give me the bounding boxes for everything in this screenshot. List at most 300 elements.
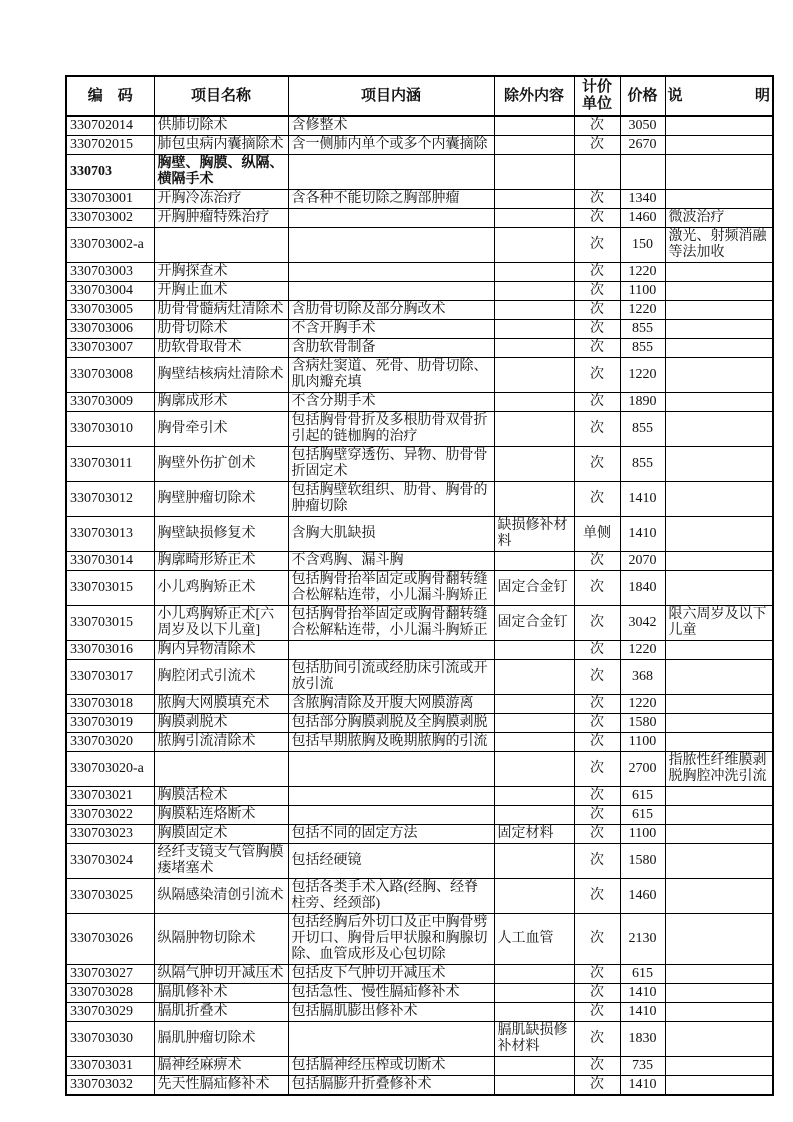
cell-name: 胸腔闭式引流术 xyxy=(154,660,288,695)
cell-unit: 次 xyxy=(574,752,620,787)
cell-note xyxy=(665,412,773,447)
cell-price: 1580 xyxy=(620,714,665,733)
cell-content: 含胸大肌缺损 xyxy=(288,517,494,552)
cell-content: 不含开胸手术 xyxy=(288,320,494,339)
cell-price: 615 xyxy=(620,965,665,984)
cell-price: 2700 xyxy=(620,752,665,787)
cell-excluded xyxy=(494,393,574,412)
cell-excluded xyxy=(494,116,574,136)
cell-note xyxy=(665,517,773,552)
table-row xyxy=(66,733,773,752)
table-header xyxy=(66,76,773,116)
cell-name xyxy=(154,228,288,263)
cell-note xyxy=(665,116,773,136)
cell-excluded xyxy=(494,787,574,806)
cell-note xyxy=(665,301,773,320)
cell-name: 供肺切除术 xyxy=(154,116,288,136)
table-row xyxy=(66,844,773,879)
cell-content: 包括皮下气肿切开减压术 xyxy=(288,965,494,984)
cell-note: 微波治疗 xyxy=(665,209,773,228)
cell-note xyxy=(665,1076,773,1096)
cell-content xyxy=(288,752,494,787)
cell-content: 包括胸壁穿透伤、异物、肋骨骨折固定术 xyxy=(288,447,494,482)
cell-unit: 次 xyxy=(574,914,620,965)
cell-unit: 次 xyxy=(574,660,620,695)
cell-excluded xyxy=(494,844,574,879)
cell-content: 包括胸骨抬举固定或胸骨翻转缝合松解粘连带，小儿漏斗胸矫正 xyxy=(288,606,494,641)
cell-name: 开胸止血术 xyxy=(154,282,288,301)
cell-unit: 次 xyxy=(574,393,620,412)
cell-price: 1460 xyxy=(620,209,665,228)
cell-code: 330703012 xyxy=(66,482,154,517)
cell-name: 开胸冷冻治疗 xyxy=(154,190,288,209)
cell-excluded xyxy=(494,806,574,825)
cell-note xyxy=(665,447,773,482)
cell-name: 胸膜固定术 xyxy=(154,825,288,844)
cell-content: 包括各类手术入路(经胸、经脊柱旁、经颈部) xyxy=(288,879,494,914)
column-header-unit: 计价单位 xyxy=(574,76,620,116)
cell-note xyxy=(665,733,773,752)
cell-code: 330702014 xyxy=(66,116,154,136)
cell-note xyxy=(665,787,773,806)
cell-unit: 次 xyxy=(574,320,620,339)
table-row xyxy=(66,412,773,447)
cell-note xyxy=(665,825,773,844)
cell-price: 855 xyxy=(620,412,665,447)
cell-unit: 次 xyxy=(574,879,620,914)
cell-unit: 单侧 xyxy=(574,517,620,552)
table-row xyxy=(66,320,773,339)
cell-unit: 次 xyxy=(574,358,620,393)
cell-price: 615 xyxy=(620,787,665,806)
cell-excluded xyxy=(494,1057,574,1076)
cell-content: 含脓胸清除及开腹大网膜游离 xyxy=(288,695,494,714)
table-row xyxy=(66,358,773,393)
cell-content: 包括早期脓胸及晚期脓胸的引流 xyxy=(288,733,494,752)
column-header-content: 项目内涵 xyxy=(288,76,494,116)
cell-name: 脓胸大网膜填充术 xyxy=(154,695,288,714)
table-row xyxy=(66,228,773,263)
cell-excluded xyxy=(494,879,574,914)
cell-price: 1840 xyxy=(620,571,665,606)
cell-content xyxy=(288,209,494,228)
cell-content: 含肋骨切除及部分胸改术 xyxy=(288,301,494,320)
table-row xyxy=(66,752,773,787)
cell-excluded xyxy=(494,412,574,447)
cell-code: 330703004 xyxy=(66,282,154,301)
cell-code: 330703001 xyxy=(66,190,154,209)
cell-price: 1830 xyxy=(620,1022,665,1057)
cell-price: 2670 xyxy=(620,136,665,155)
cell-unit: 次 xyxy=(574,263,620,282)
cell-content: 包括经胸后外切口及正中胸骨劈开切口、胸骨后甲状腺和胸腺切除、血管成形及心包切除 xyxy=(288,914,494,965)
cell-code: 330703027 xyxy=(66,965,154,984)
cell-price: 855 xyxy=(620,320,665,339)
cell-excluded: 膈肌缺损修补材料 xyxy=(494,1022,574,1057)
cell-excluded xyxy=(494,733,574,752)
table-row xyxy=(66,641,773,660)
cell-content: 包括膈神经压榨或切断术 xyxy=(288,1057,494,1076)
cell-unit: 次 xyxy=(574,825,620,844)
cell-code: 330703028 xyxy=(66,984,154,1003)
cell-excluded: 固定合金钉 xyxy=(494,606,574,641)
cell-price: 1100 xyxy=(620,733,665,752)
cell-name: 膈神经麻痹术 xyxy=(154,1057,288,1076)
cell-note xyxy=(665,879,773,914)
cell-excluded xyxy=(494,641,574,660)
table-row xyxy=(66,552,773,571)
cell-code: 330703022 xyxy=(66,806,154,825)
header-row xyxy=(66,76,773,116)
cell-unit: 次 xyxy=(574,714,620,733)
cell-content xyxy=(288,282,494,301)
cell-code: 330703014 xyxy=(66,552,154,571)
cell-name: 膈肌折叠术 xyxy=(154,1003,288,1022)
cell-content: 不含分期手术 xyxy=(288,393,494,412)
cell-code: 330703025 xyxy=(66,879,154,914)
cell-code: 330703030 xyxy=(66,1022,154,1057)
cell-price: 3042 xyxy=(620,606,665,641)
cell-unit: 次 xyxy=(574,116,620,136)
cell-unit: 次 xyxy=(574,412,620,447)
cell-code: 330703006 xyxy=(66,320,154,339)
cell-content: 含病灶窦道、死骨、肋骨切除、肌肉瓣充填 xyxy=(288,358,494,393)
cell-code: 330703019 xyxy=(66,714,154,733)
cell-price: 1220 xyxy=(620,641,665,660)
cell-note xyxy=(665,641,773,660)
cell-name: 膈肌肿瘤切除术 xyxy=(154,1022,288,1057)
cell-code: 330703010 xyxy=(66,412,154,447)
table-row xyxy=(66,447,773,482)
cell-excluded xyxy=(494,752,574,787)
cell-price: 1890 xyxy=(620,393,665,412)
cell-excluded xyxy=(494,209,574,228)
column-header-excluded: 除外内容 xyxy=(494,76,574,116)
table-row xyxy=(66,301,773,320)
cell-name xyxy=(154,752,288,787)
cell-content xyxy=(288,641,494,660)
cell-note xyxy=(665,155,773,190)
cell-unit: 次 xyxy=(574,965,620,984)
cell-excluded xyxy=(494,552,574,571)
cell-excluded xyxy=(494,695,574,714)
cell-excluded xyxy=(494,447,574,482)
cell-unit: 次 xyxy=(574,1003,620,1022)
cell-note xyxy=(665,1057,773,1076)
table-row xyxy=(66,825,773,844)
cell-unit: 次 xyxy=(574,695,620,714)
cell-price: 2070 xyxy=(620,552,665,571)
table-row xyxy=(66,136,773,155)
cell-unit: 次 xyxy=(574,190,620,209)
cell-note xyxy=(665,695,773,714)
table-row xyxy=(66,517,773,552)
cell-price: 150 xyxy=(620,228,665,263)
cell-note xyxy=(665,552,773,571)
cell-name: 胸壁结核病灶清除术 xyxy=(154,358,288,393)
cell-code: 330703021 xyxy=(66,787,154,806)
cell-content xyxy=(288,787,494,806)
cell-price xyxy=(620,155,665,190)
cell-excluded xyxy=(494,339,574,358)
cell-unit: 次 xyxy=(574,447,620,482)
cell-excluded xyxy=(494,1076,574,1096)
cell-name: 肋骨骨髓病灶清除术 xyxy=(154,301,288,320)
cell-note xyxy=(665,393,773,412)
cell-unit: 次 xyxy=(574,606,620,641)
cell-code: 330703002-a xyxy=(66,228,154,263)
table-row xyxy=(66,393,773,412)
cell-code: 330703005 xyxy=(66,301,154,320)
cell-content: 包括膈膨升折叠修补术 xyxy=(288,1076,494,1096)
cell-price: 1410 xyxy=(620,1003,665,1022)
cell-name: 脓胸引流清除术 xyxy=(154,733,288,752)
cell-code: 330703020 xyxy=(66,733,154,752)
table-row xyxy=(66,482,773,517)
table-row xyxy=(66,1076,773,1096)
cell-excluded xyxy=(494,965,574,984)
cell-note xyxy=(665,358,773,393)
cell-unit: 次 xyxy=(574,339,620,358)
cell-unit xyxy=(574,155,620,190)
cell-content xyxy=(288,263,494,282)
cell-name: 胸膜粘连烙断术 xyxy=(154,806,288,825)
cell-excluded xyxy=(494,263,574,282)
cell-excluded xyxy=(494,190,574,209)
cell-code: 330703008 xyxy=(66,358,154,393)
cell-excluded xyxy=(494,482,574,517)
cell-code: 330703007 xyxy=(66,339,154,358)
cell-note xyxy=(665,339,773,358)
cell-name: 胸壁、胸膜、纵隔、横隔手术 xyxy=(154,155,288,190)
table-row xyxy=(66,660,773,695)
cell-unit: 次 xyxy=(574,787,620,806)
cell-code: 330702015 xyxy=(66,136,154,155)
cell-unit: 次 xyxy=(574,571,620,606)
cell-excluded xyxy=(494,1003,574,1022)
column-header-code: 编 码 xyxy=(66,76,154,116)
cell-note xyxy=(665,482,773,517)
cell-name: 胸膜活检术 xyxy=(154,787,288,806)
table-row xyxy=(66,263,773,282)
cell-content: 包括急性、慢性膈疝修补术 xyxy=(288,984,494,1003)
cell-name: 纵隔感染清创引流术 xyxy=(154,879,288,914)
cell-content: 包括胸骨骨折及多根肋骨双骨折引起的链枷胸的治疗 xyxy=(288,412,494,447)
cell-unit: 次 xyxy=(574,136,620,155)
cell-excluded xyxy=(494,228,574,263)
cell-code: 330703031 xyxy=(66,1057,154,1076)
cell-note xyxy=(665,190,773,209)
cell-excluded xyxy=(494,660,574,695)
cell-name: 先天性膈疝修补术 xyxy=(154,1076,288,1096)
cell-price: 1340 xyxy=(620,190,665,209)
cell-price: 368 xyxy=(620,660,665,695)
cell-name: 膈肌修补术 xyxy=(154,984,288,1003)
cell-price: 2130 xyxy=(620,914,665,965)
cell-note xyxy=(665,844,773,879)
cell-price: 1100 xyxy=(620,825,665,844)
cell-name: 小儿鸡胸矫正术[六周岁及以下儿童] xyxy=(154,606,288,641)
cell-note xyxy=(665,806,773,825)
column-header-note: 说 明 xyxy=(665,76,773,116)
cell-price: 1220 xyxy=(620,263,665,282)
cell-note xyxy=(665,984,773,1003)
cell-price: 855 xyxy=(620,447,665,482)
cell-unit: 次 xyxy=(574,282,620,301)
cell-content xyxy=(288,155,494,190)
cell-code: 330703 xyxy=(66,155,154,190)
cell-excluded xyxy=(494,136,574,155)
table-row xyxy=(66,914,773,965)
cell-code: 330703032 xyxy=(66,1076,154,1096)
table-row xyxy=(66,209,773,228)
cell-price: 1410 xyxy=(620,482,665,517)
cell-name: 胸壁肿瘤切除术 xyxy=(154,482,288,517)
cell-note xyxy=(665,714,773,733)
table-body xyxy=(66,116,773,1095)
cell-name: 胸廓畸形矫正术 xyxy=(154,552,288,571)
cell-code: 330703026 xyxy=(66,914,154,965)
cell-name: 小儿鸡胸矫正术 xyxy=(154,571,288,606)
cell-excluded xyxy=(494,301,574,320)
cell-name: 开胸探查术 xyxy=(154,263,288,282)
cell-unit: 次 xyxy=(574,228,620,263)
table-row xyxy=(66,806,773,825)
cell-name: 肺包虫病内囊摘除术 xyxy=(154,136,288,155)
table-row xyxy=(66,879,773,914)
cell-unit: 次 xyxy=(574,844,620,879)
cell-note xyxy=(665,571,773,606)
cell-price: 1100 xyxy=(620,282,665,301)
cell-unit: 次 xyxy=(574,301,620,320)
cell-excluded: 固定合金钉 xyxy=(494,571,574,606)
cell-code: 330703011 xyxy=(66,447,154,482)
cell-content: 包括肋间引流或经肋床引流或开放引流 xyxy=(288,660,494,695)
cell-note: 限六周岁及以下儿童 xyxy=(665,606,773,641)
cell-name: 胸骨牵引术 xyxy=(154,412,288,447)
cell-price: 735 xyxy=(620,1057,665,1076)
cell-name: 胸内异物清除术 xyxy=(154,641,288,660)
cell-price: 1220 xyxy=(620,358,665,393)
cell-content: 包括不同的固定方法 xyxy=(288,825,494,844)
cell-note xyxy=(665,1003,773,1022)
cell-excluded xyxy=(494,714,574,733)
cell-excluded xyxy=(494,984,574,1003)
cell-price: 1410 xyxy=(620,517,665,552)
cell-content: 包括胸骨抬举固定或胸骨翻转缝合松解粘连带，小儿漏斗胸矫正 xyxy=(288,571,494,606)
cell-code: 330703023 xyxy=(66,825,154,844)
table-row xyxy=(66,606,773,641)
cell-note xyxy=(665,1022,773,1057)
cell-price: 1580 xyxy=(620,844,665,879)
cell-code: 330703016 xyxy=(66,641,154,660)
cell-content: 不含鸡胸、漏斗胸 xyxy=(288,552,494,571)
cell-name: 胸廓成形术 xyxy=(154,393,288,412)
cell-unit: 次 xyxy=(574,1076,620,1096)
table-row xyxy=(66,116,773,136)
cell-unit: 次 xyxy=(574,209,620,228)
table-row xyxy=(66,190,773,209)
cell-note xyxy=(665,136,773,155)
cell-note xyxy=(665,282,773,301)
cell-code: 330703024 xyxy=(66,844,154,879)
cell-code: 330703017 xyxy=(66,660,154,695)
cell-unit: 次 xyxy=(574,1022,620,1057)
cell-code: 330703002 xyxy=(66,209,154,228)
cell-name: 纵隔气肿切开减压术 xyxy=(154,965,288,984)
table-row xyxy=(66,339,773,358)
table-row xyxy=(66,965,773,984)
cell-content xyxy=(288,228,494,263)
cell-excluded xyxy=(494,358,574,393)
cell-note xyxy=(665,914,773,965)
cell-unit: 次 xyxy=(574,733,620,752)
cell-unit: 次 xyxy=(574,482,620,517)
column-header-price: 价格 xyxy=(620,76,665,116)
cell-price: 1410 xyxy=(620,984,665,1003)
cell-content: 含修整术 xyxy=(288,116,494,136)
cell-content: 含肋软骨制备 xyxy=(288,339,494,358)
table-row xyxy=(66,984,773,1003)
cell-name: 纵隔肿物切除术 xyxy=(154,914,288,965)
table-row xyxy=(66,282,773,301)
cell-excluded: 缺损修补材料 xyxy=(494,517,574,552)
cell-note: 激光、射频消融等法加收 xyxy=(665,228,773,263)
cell-excluded xyxy=(494,282,574,301)
cell-name: 胸膜剥脱术 xyxy=(154,714,288,733)
cell-note xyxy=(665,660,773,695)
cell-code: 330703015 xyxy=(66,606,154,641)
cell-note xyxy=(665,965,773,984)
cell-code: 330703009 xyxy=(66,393,154,412)
cell-price: 1460 xyxy=(620,879,665,914)
cell-price: 1410 xyxy=(620,1076,665,1096)
cell-code: 330703018 xyxy=(66,695,154,714)
cell-unit: 次 xyxy=(574,1057,620,1076)
cell-name: 开胸肿瘤特殊治疗 xyxy=(154,209,288,228)
cell-content: 包括经硬镜 xyxy=(288,844,494,879)
cell-excluded xyxy=(494,320,574,339)
cell-code: 330703003 xyxy=(66,263,154,282)
cell-price: 1220 xyxy=(620,301,665,320)
cell-content: 包括部分胸膜剥脱及全胸膜剥脱 xyxy=(288,714,494,733)
cell-name: 肋软骨取骨术 xyxy=(154,339,288,358)
cell-code: 330703013 xyxy=(66,517,154,552)
table-row xyxy=(66,714,773,733)
cell-unit: 次 xyxy=(574,552,620,571)
column-header-name: 项目名称 xyxy=(154,76,288,116)
cell-code: 330703015 xyxy=(66,571,154,606)
cell-unit: 次 xyxy=(574,806,620,825)
table-row xyxy=(66,1003,773,1022)
price-table xyxy=(65,75,774,1096)
cell-excluded xyxy=(494,155,574,190)
cell-unit: 次 xyxy=(574,984,620,1003)
section-row xyxy=(66,155,773,190)
cell-unit: 次 xyxy=(574,641,620,660)
cell-content: 含各种不能切除之胸部肿瘤 xyxy=(288,190,494,209)
cell-price: 855 xyxy=(620,339,665,358)
table-row xyxy=(66,787,773,806)
cell-content: 包括胸壁软组织、肋骨、胸骨的肿瘤切除 xyxy=(288,482,494,517)
table-row xyxy=(66,1022,773,1057)
cell-excluded: 人工血管 xyxy=(494,914,574,965)
cell-content xyxy=(288,1022,494,1057)
cell-content: 含一侧肺内单个或多个内囊摘除 xyxy=(288,136,494,155)
cell-code: 330703020-a xyxy=(66,752,154,787)
cell-excluded: 固定材料 xyxy=(494,825,574,844)
cell-code: 330703029 xyxy=(66,1003,154,1022)
